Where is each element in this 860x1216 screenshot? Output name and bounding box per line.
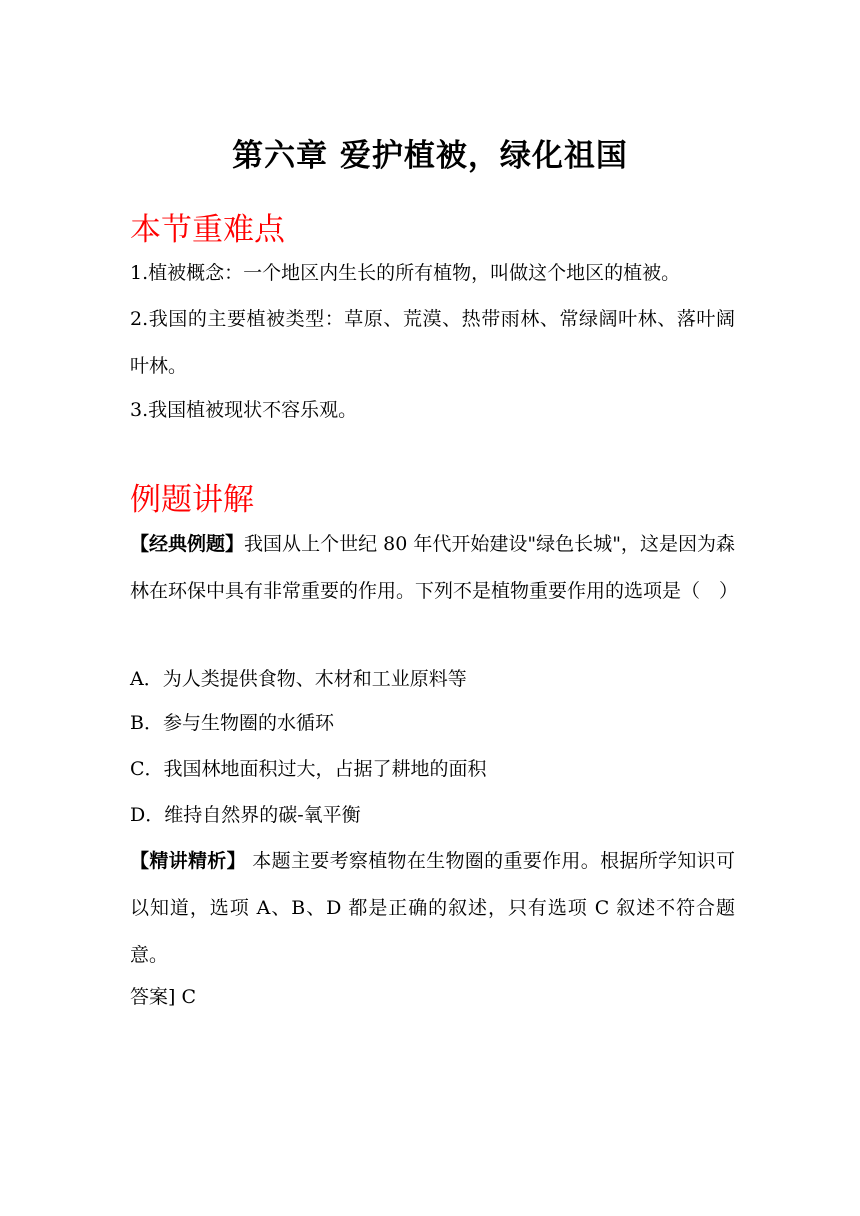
key-point-2: 2.我国的主要植被类型：草原、荒漠、热带雨林、常绿阔叶林、落叶阔叶林。 — [130, 308, 735, 377]
key-point-3: 3.我国植被现状不容乐观。 — [130, 399, 358, 421]
answer: 答案] C — [130, 986, 196, 1008]
analysis-text: 本题主要考察植物在生物圈的重要作用。根据所学知识可以知道，选项 A、B、D 都是正确的叙述，只有选项 C 叙述不符合题意。 — [130, 850, 735, 966]
section-heading-examples: 例题讲解 — [130, 482, 254, 518]
option-b: B．参与生物圈的水循环 — [130, 712, 334, 734]
option-d: D．维持自然界的碳-氧平衡 — [130, 804, 361, 826]
example-question — [130, 521, 739, 615]
question-text: 我国从上个世纪 80 年代开始建设"绿色长城"，这是因为森林在环保中具有非常重要的作用。下列不是植物重要作用的选项是（ ） — [130, 533, 739, 602]
chapter-title: 第六章 爱护植被，绿化祖国 — [232, 138, 628, 174]
question-tag: 【经典例题】 — [130, 533, 245, 555]
key-point-1: 1.植被概念：一个地区内生长的所有植物，叫做这个地区的植被。 — [130, 262, 681, 284]
analysis — [130, 838, 735, 979]
analysis-tag: 【精讲精析】 — [130, 850, 246, 872]
option-a: A．为人类提供食物、木材和工业原料等 — [130, 668, 467, 690]
option-c: C．我国林地面积过大，占据了耕地的面积 — [130, 758, 487, 780]
section-heading-key-points: 本节重难点 — [130, 212, 285, 248]
